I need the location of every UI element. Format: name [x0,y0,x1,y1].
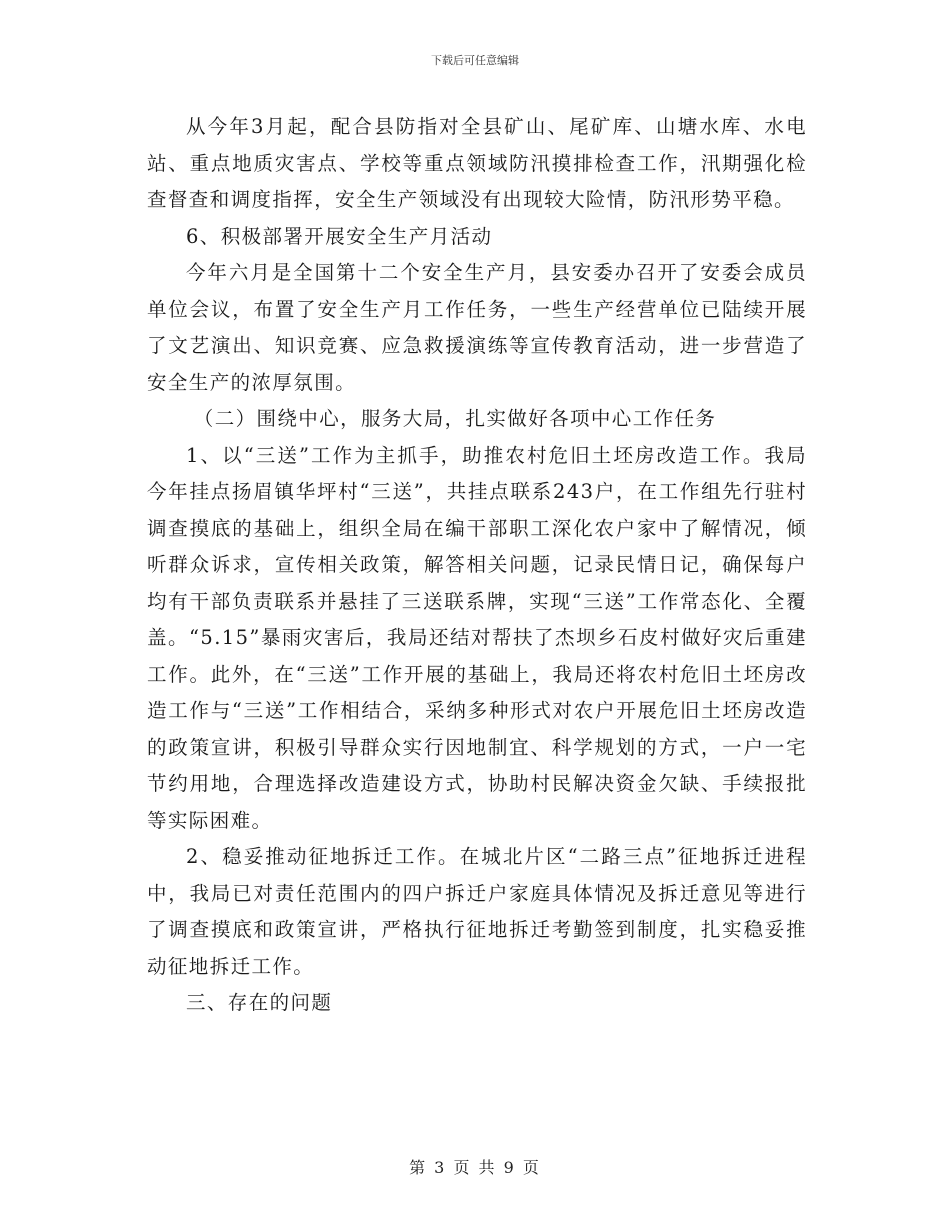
page-footer: 第 3 页 共 9 页 [409,1158,541,1177]
paragraph-flood-prevention: 从今年3月起，配合县防指对全县矿山、尾矿库、山塘水库、水电站、重点地质灾害点、学校等重点领域防汛摸排检查工作，汛期强化检查督查和调度指挥，安全生产领域没有出现较大险情，防汛形势平稳。 [147,115,807,211]
paragraph-safety-month: 今年六月是全国第十二个安全生产月，县安委办召开了安委会成员单位会议，布置了安全生产月工作任务，一些生产经营单位已陆续开展了文艺演出、知识竞赛、应急救援演练等宣传教育活动，进一步营造了安全生产的浓厚氛围。 [147,261,807,394]
section-heading-central-tasks: （二）围绕中心，服务大局，扎实做好各项中心工作任务 [193,407,717,430]
paragraph-three-sends: 1、以“三送”工作为主抓手，助推农村危旧土坯房改造工作。我局今年挂点扬眉镇华坪村“三送”，共挂点联系243户，在工作组先行驻村调查摸底的基础上，组织全局在编干部职工深化农户家中了解情况，倾听群众诉求，宣传相关政策，解答相关问题，记录民情日记，确保每户均有干部负责联系并悬挂了三送联系牌，实现“三送”工作常态化、全覆盖。“5.15”暴雨灾害后，我局还结对帮扶了杰坝乡石皮村做好灾后重建工作。此外，在“三送”工作开展的基础上，我局还将农村危旧土坯房改造工作与“三送”工作相结合，采纳多种形式对农户开展危旧土坯房改造的政策宣讲，积极引导群众实行因地制宜、科学规划的方式，一户一宅节约用地，合理选择改造建设方式，协助村民解决资金欠缺、手续报批等实际困难。 [147,443,807,832]
paragraph-land-acquisition: 2、稳妥推动征地拆迁工作。在城北片区“二路三点”征地拆迁进程中，我局已对责任范围内的四户拆迁户家庭具体情况及拆迁意见等进行了调查摸底和政策宣讲，严格执行征地拆迁考勤签到制度，扎实稳妥推动征地拆迁工作。 [147,845,807,978]
section-heading-problems: 三、存在的问题 [186,991,333,1014]
document-body [147,109,807,1022]
page-header: 下载后可任意编辑 [431,54,519,67]
section-heading-safety-month: 6、积极部署开展安全生产月活动 [186,224,493,248]
